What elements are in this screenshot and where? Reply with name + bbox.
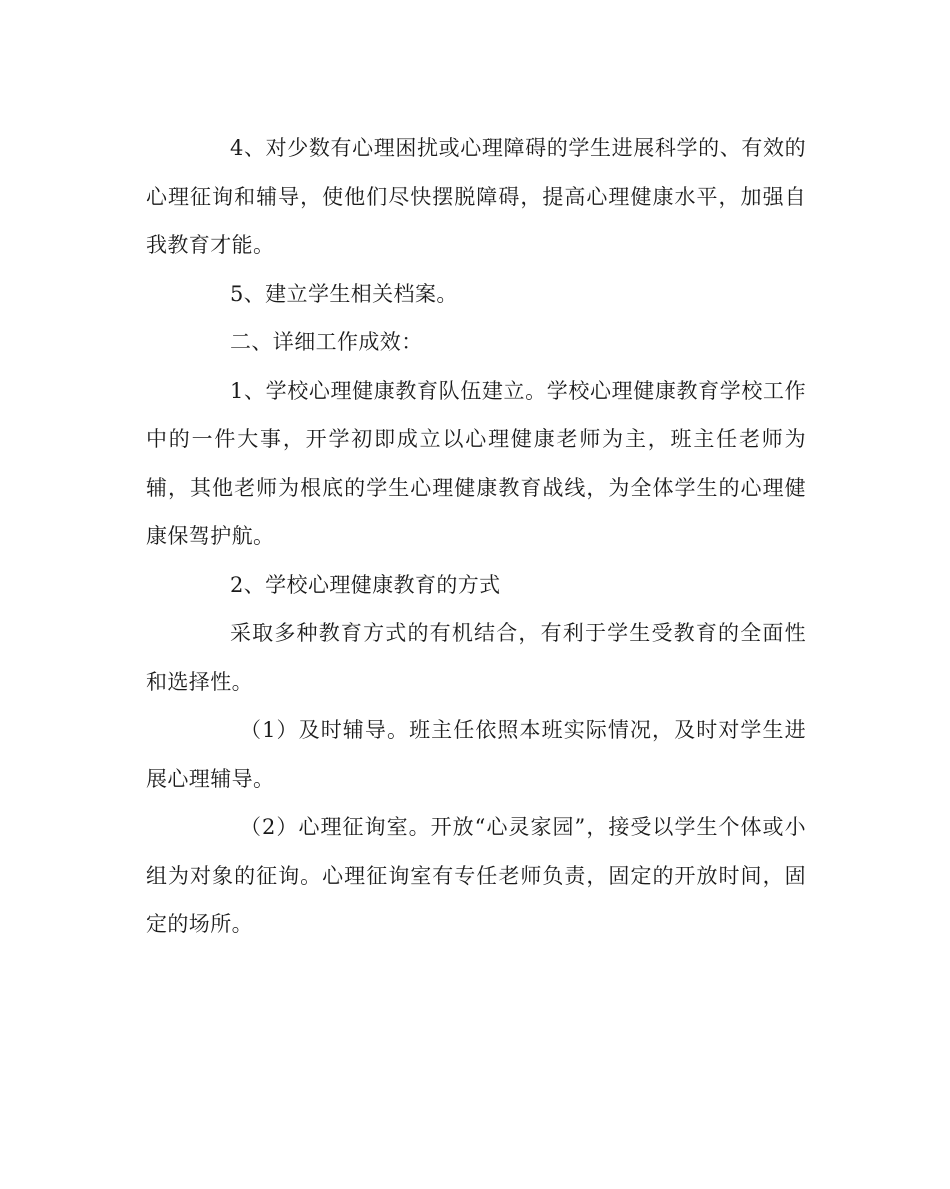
paragraph-team-building: 1、学校心理健康教育队伍建立。学校心理健康教育学校工作中的一件大事，开学初即成立以心理健康老师为主，班主任老师为辅，其他老师为根底的学生心理健康教育战线，为全体学生的心理健康保驾护航。 <box>146 378 806 548</box>
paragraph-item-4: 4、对少数有心理困扰或心理障碍的学生进展科学的、有效的心理征询和辅导，使他们尽快摆脱障碍，提高心理健康水平，加强自我教育才能。 <box>146 136 806 257</box>
paragraph-timely-guidance: （1）及时辅导。班主任依照本班实际情况，及时对学生进展心理辅导。 <box>146 718 806 791</box>
section-heading-results: 二、详细工作成效： <box>230 330 423 354</box>
paragraph-methods-intro: 采取多种教育方式的有机结合，有利于学生受教育的全面性和选择性。 <box>146 621 806 694</box>
paragraph-item-5: 5、建立学生相关档案。 <box>230 281 458 306</box>
document-body <box>146 124 806 949</box>
paragraph-methods-heading: 2、学校心理健康教育的方式 <box>230 572 501 597</box>
paragraph-counseling-room: （2）心理征询室。开放“心灵家园”，接受以学生个体或小组为对象的征询。心理征询室有专任老师负责，固定的开放时间，固定的场所。 <box>146 815 806 936</box>
